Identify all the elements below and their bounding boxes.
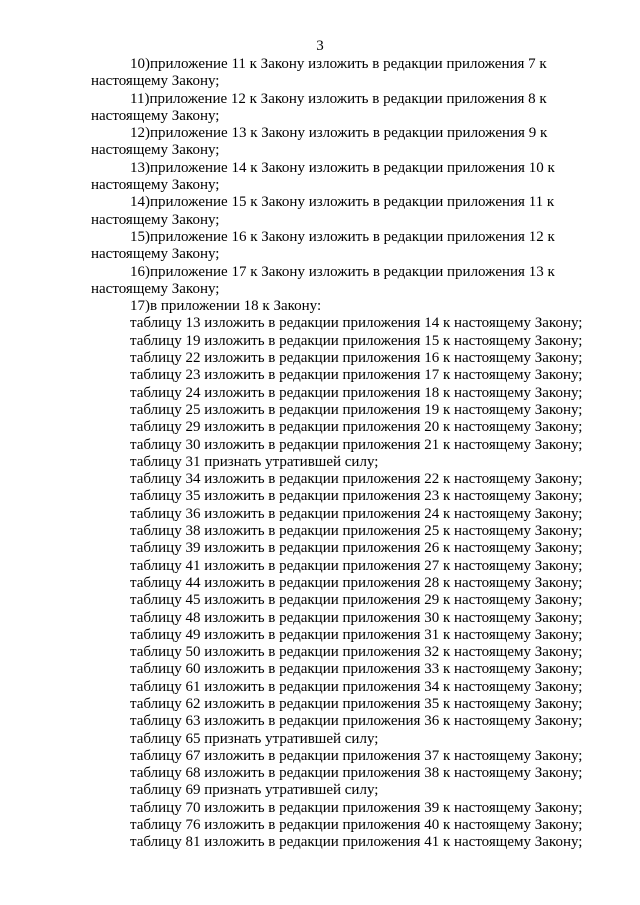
list-item-first-line: 15)приложение 16 к Закону изложить в редакции приложения 12 к: [130, 228, 555, 245]
table-amendment-line: таблицу 48 изложить в редакции приложения 30 к настоящему Закону;: [130, 609, 583, 626]
list-item: [91, 194, 594, 229]
table-amendment-line: таблицу 81 изложить в редакции приложения 41 к настоящему Закону;: [130, 834, 583, 851]
page-number: 3: [316, 38, 324, 54]
item-17-heading: 17)в приложении 18 к Закону:: [130, 298, 322, 315]
list-item-first-line: 14)приложение 15 к Закону изложить в редакции приложения 11 к: [130, 194, 555, 211]
table-amendment-line: таблицу 69 признать утратившей силу;: [130, 782, 379, 799]
table-amendment-line: таблицу 19 изложить в редакции приложения 15 к настоящему Закону;: [130, 332, 583, 349]
table-amendment-line: таблицу 49 изложить в редакции приложения 31 к настоящему Закону;: [130, 626, 583, 643]
table-amendment-line: таблицу 25 изложить в редакции приложения 19 к настоящему Закону;: [130, 401, 583, 418]
list-item-first-line: 13)приложение 14 к Закону изложить в редакции приложения 10 к: [130, 159, 555, 176]
table-amendment-line: таблицу 36 изложить в редакции приложения 24 к настоящему Закону;: [130, 505, 583, 522]
list-item: [91, 160, 594, 195]
table-amendments-list: [91, 315, 594, 851]
table-amendment-line: таблицу 13 изложить в редакции приложения 14 к настоящему Закону;: [130, 315, 583, 332]
body-text: [91, 56, 594, 852]
table-amendment-line: таблицу 35 изложить в редакции приложения 23 к настоящему Закону;: [130, 488, 583, 505]
list-item: [91, 56, 594, 91]
list-item: [91, 264, 594, 299]
list-item: [91, 91, 594, 126]
list-item-first-line: 10)приложение 11 к Закону изложить в редакции приложения 7 к: [130, 56, 547, 72]
table-amendment-line: таблицу 76 изложить в редакции приложения 40 к настоящему Закону;: [130, 817, 583, 834]
list-item: [91, 125, 594, 160]
table-amendment-line: таблицу 62 изложить в редакции приложения 35 к настоящему Закону;: [130, 695, 583, 712]
table-amendment-line: таблицу 38 изложить в редакции приложения 25 к настоящему Закону;: [130, 523, 583, 540]
table-amendment-line: таблицу 50 изложить в редакции приложения 32 к настоящему Закону;: [130, 644, 583, 661]
list-item-continuation: настоящему Закону;: [91, 142, 220, 159]
list-item-continuation: настоящему Закону;: [91, 107, 220, 124]
table-amendment-line: таблицу 24 изложить в редакции приложения 18 к настоящему Закону;: [130, 384, 583, 401]
table-amendment-line: таблицу 30 изложить в редакции приложения 21 к настоящему Закону;: [130, 436, 583, 453]
table-amendment-line: таблицу 65 признать утратившей силу;: [130, 730, 379, 747]
list-item: [91, 229, 594, 264]
table-amendment-line: таблицу 68 изложить в редакции приложения 38 к настоящему Закону;: [130, 765, 583, 782]
list-item-first-line: 12)приложение 13 к Закону изложить в редакции приложения 9 к: [130, 125, 548, 142]
table-amendment-line: таблицу 39 изложить в редакции приложения 26 к настоящему Закону;: [130, 540, 583, 557]
table-amendment-line: таблицу 45 изложить в редакции приложения 29 к настоящему Закону;: [130, 592, 583, 609]
table-amendment-line: таблицу 63 изложить в редакции приложения 36 к настоящему Закону;: [130, 713, 583, 730]
list-item-continuation: настоящему Закону;: [91, 73, 220, 90]
list-item-continuation: настоящему Закону;: [91, 246, 220, 263]
list-item-continuation: настоящему Закону;: [91, 177, 220, 194]
table-amendment-line: таблицу 44 изложить в редакции приложения 28 к настоящему Закону;: [130, 574, 583, 591]
table-amendment-line: таблицу 34 изложить в редакции приложения 22 к настоящему Закону;: [130, 471, 583, 488]
table-amendment-line: таблицу 70 изложить в редакции приложения 39 к настоящему Закону;: [130, 799, 583, 816]
table-amendment-line: таблицу 61 изложить в редакции приложения 34 к настоящему Закону;: [130, 678, 583, 695]
list-item-continuation: настоящему Закону;: [91, 280, 220, 297]
list-item-first-line: 11)приложение 12 к Закону изложить в редакции приложения 8 к: [130, 90, 547, 107]
list-item-first-line: 16)приложение 17 к Закону изложить в редакции приложения 13 к: [130, 263, 555, 280]
table-amendment-line: таблицу 41 изложить в редакции приложения 27 к настоящему Закону;: [130, 557, 583, 574]
table-amendment-line: таблицу 31 признать утратившей силу;: [130, 453, 379, 470]
table-amendment-line: таблицу 29 изложить в редакции приложения 20 к настоящему Закону;: [130, 419, 583, 436]
list-item-continuation: настоящему Закону;: [91, 211, 220, 228]
table-amendment-line: таблицу 60 изложить в редакции приложения 33 к настоящему Закону;: [130, 661, 583, 678]
table-amendment-line: таблицу 23 изложить в редакции приложения 17 к настоящему Закону;: [130, 367, 583, 384]
table-amendment-line: таблицу 67 изложить в редакции приложения 37 к настоящему Закону;: [130, 747, 583, 764]
table-amendment-line: таблицу 22 изложить в редакции приложения 16 к настоящему Закону;: [130, 350, 583, 367]
